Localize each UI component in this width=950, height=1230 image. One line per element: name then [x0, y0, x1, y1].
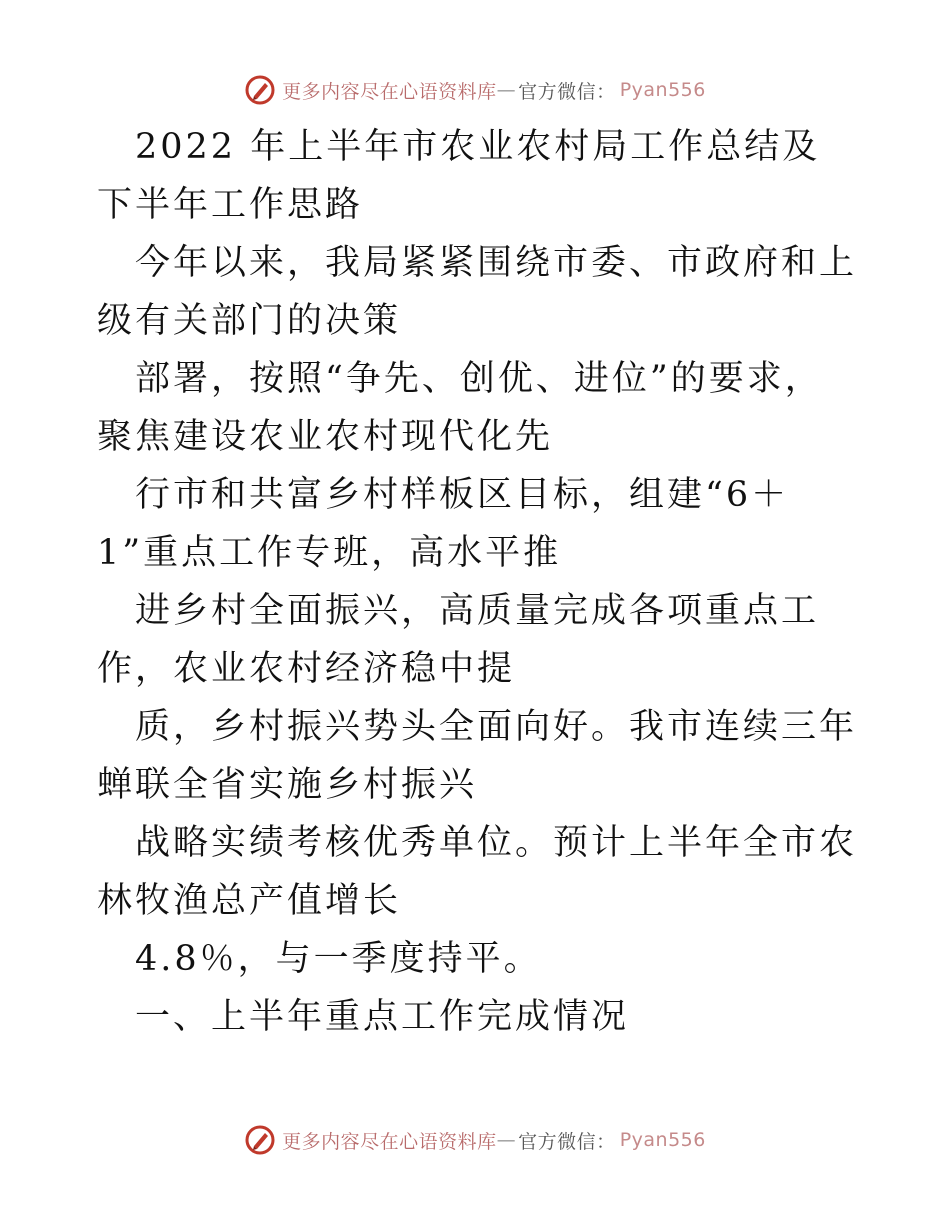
- paragraph-5: 质，乡村振兴势头全面向好。我市连续三年蝉联全省实施乡村振兴: [97, 707, 858, 805]
- header-watermark: [0, 70, 950, 110]
- paragraph-4: 进乡村全面振兴，高质量完成各项重点工作，农业农村经济稳中提: [97, 591, 820, 689]
- watermark-text: 更多内容尽在心语资料库: [282, 1130, 497, 1153]
- paragraph-6: 战略实绩考核优秀单位。预计上半年全市农林牧渔总产值增长: [97, 823, 858, 921]
- paragraph-1: 今年以来，我局紧紧围绕市委、市政府和上级有关部门的决策: [97, 243, 858, 341]
- watermark-wechat-id: Pyan556: [619, 1129, 706, 1151]
- document-title: 2022 年上半年市农业农村局工作总结及下半年工作思路: [97, 127, 821, 225]
- watermark-official-label: 官方微信：: [518, 80, 616, 103]
- paragraph-3: 行市和共富乡村样板区目标，组建“6＋1”重点工作专班，高水平推: [97, 475, 790, 573]
- document-body: [97, 118, 857, 1046]
- paragraph-2: 部署，按照“争先、创优、进位”的要求，聚焦建设农业农村现代化先: [97, 359, 823, 457]
- pen-circle-logo-icon: [244, 74, 276, 106]
- watermark-dash: —: [496, 79, 517, 101]
- pen-circle-logo-icon: [244, 1124, 276, 1156]
- watermark-dash: —: [496, 1129, 517, 1151]
- watermark-wechat-id: Pyan556: [619, 79, 706, 101]
- section-heading: 一、上半年重点工作完成情况: [135, 997, 630, 1037]
- watermark-official-label: 官方微信：: [518, 1130, 616, 1153]
- footer-watermark: [0, 1120, 950, 1160]
- watermark-text: 更多内容尽在心语资料库: [282, 80, 497, 103]
- paragraph-7: 4.8％，与一季度持平。: [135, 939, 542, 979]
